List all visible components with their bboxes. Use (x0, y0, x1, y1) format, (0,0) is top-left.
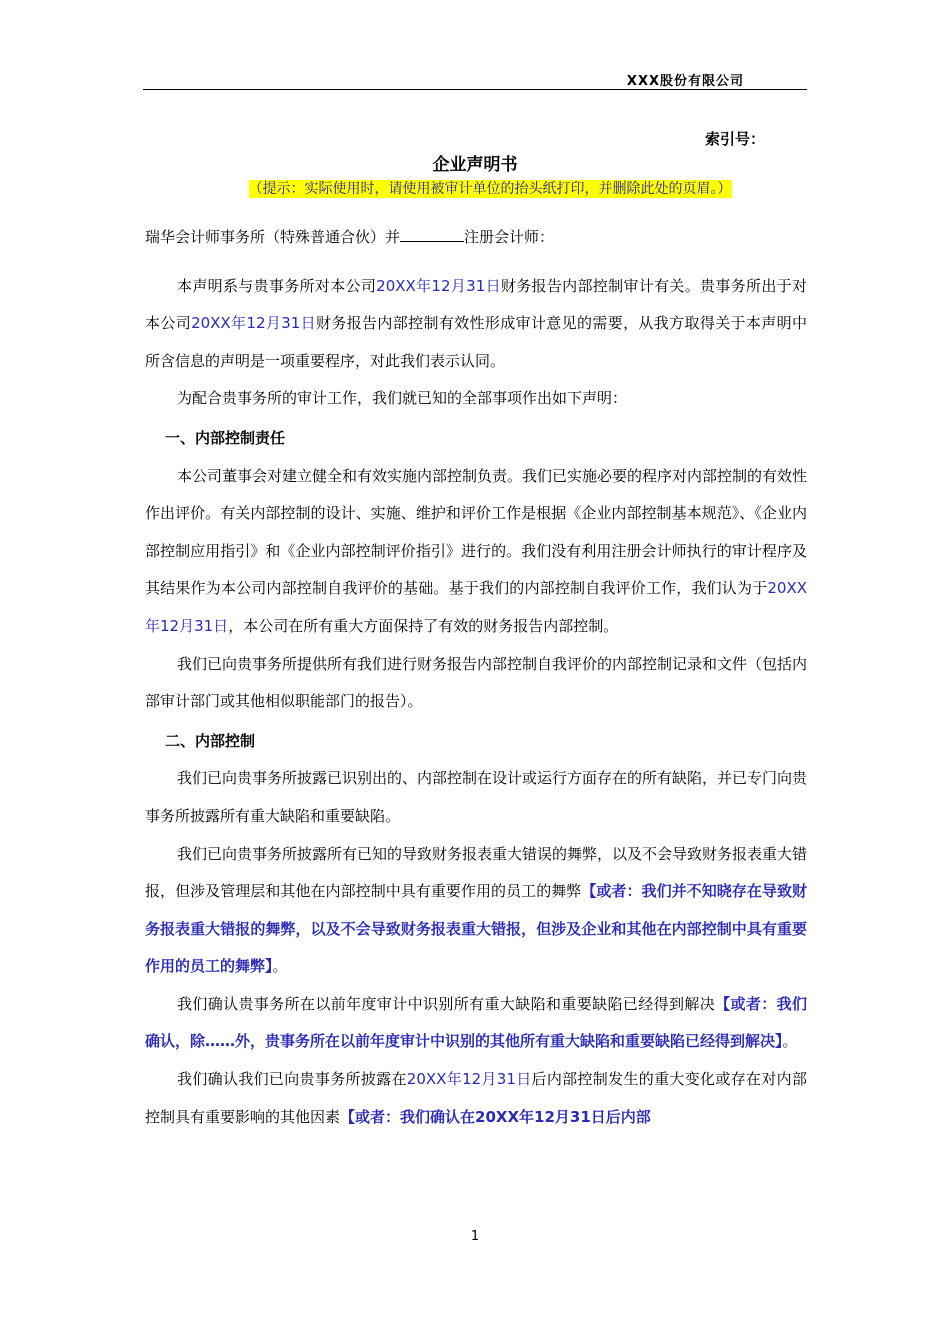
addressee-line: 瑞华会计师事务所（特殊普通合伙）并 注册会计师： (145, 228, 555, 246)
document-body (145, 219, 807, 1136)
internal-control-paragraph-1: 我们已向贵事务所披露已识别出的、内部控制在设计或运行方面存在的所有缺陷，并已专门向贵事务所披露所有重大缺陷和重要缺陷。 (145, 769, 808, 825)
internal-control-paragraph-3: 我们确认贵事务所在以前年度审计中识别所有重大缺陷和重要缺陷已经得到解决【或者：我们确认，除……外，贵事务所在以前年度审计中识别的其他所有重大缺陷和重要缺陷已经得到解决】。 (145, 994, 807, 1051)
document-title: 企业声明书 (432, 155, 518, 175)
index-number-label: 索引号： (704, 130, 765, 148)
section-title-responsibility: 一、内部控制责任 (165, 428, 286, 447)
hint-note (0, 178, 950, 198)
header-company-name: XXX股份有限公司 (626, 74, 744, 89)
page-number: 1 (470, 1229, 480, 1244)
header-divider (143, 89, 807, 90)
hint-highlight: （提示：实际使用时，请使用被审计单位的抬头纸打印，并删除此处的页眉。） (248, 181, 732, 197)
blank-underline (400, 227, 464, 242)
internal-control-paragraph-4: 我们确认我们已向贵事务所披露在20XX年12月31日后内部控制发生的重大变化或存在对内部控制具有重要影响的其他因素【或者：我们确认在20XX年12月31日后内部 (145, 1070, 807, 1126)
responsibility-paragraph-2: 我们已向贵事务所提供所有我们进行财务报告内部控制自我评价的内部控制记录和文件（包括内部审计部门或其他相似职能部门的报告）。 (145, 654, 808, 711)
declaration-intro: 为配合贵事务所的审计工作，我们就已知的全部事项作出如下声明： (177, 389, 628, 408)
intro-paragraph: 本声明系与贵事务所对本公司20XX年12月31日财务报告内部控制审计有关。贵事务所出于对本公司20XX年12月31日财务报告内部控制有效性形成审计意见的需要，从我方取得关于本声明中所含信息的声明是一项重要程序，对此我们表示认同。 (145, 276, 807, 370)
section-title-internal-control: 二、内部控制 (165, 731, 256, 750)
internal-control-paragraph-2: 我们已向贵事务所披露所有已知的导致财务报表重大错误的舞弊，以及不会导致财务报表重大错报，但涉及管理层和其他在内部控制中具有重要作用的员工的舞弊【或者：我们并不知晓存在导致财务报表重大错报的舞弊，以及不会导致财务报表重大错报，但涉及企业和其他在内部控制中具有重要作用的员工的舞弊】。 (145, 844, 808, 976)
responsibility-paragraph-1: 本公司董事会对建立健全和有效实施内部控制负责。我们已实施必要的程序对内部控制的有效性作出评价。有关内部控制的设计、实施、维护和评价工作是根据《企业内部控制基本规范》、《企业内部控制应用指引》和《企业内部控制评价指引》进行的。我们没有利用注册会计师执行的审计程序及其结果作为本公司内部控制自我评价的基础。基于我们的内部控制自我评价工作，我们认为于20XX年12月31日，本公司在所有重大方面保持了有效的财务报告内部控制。 (145, 466, 808, 635)
